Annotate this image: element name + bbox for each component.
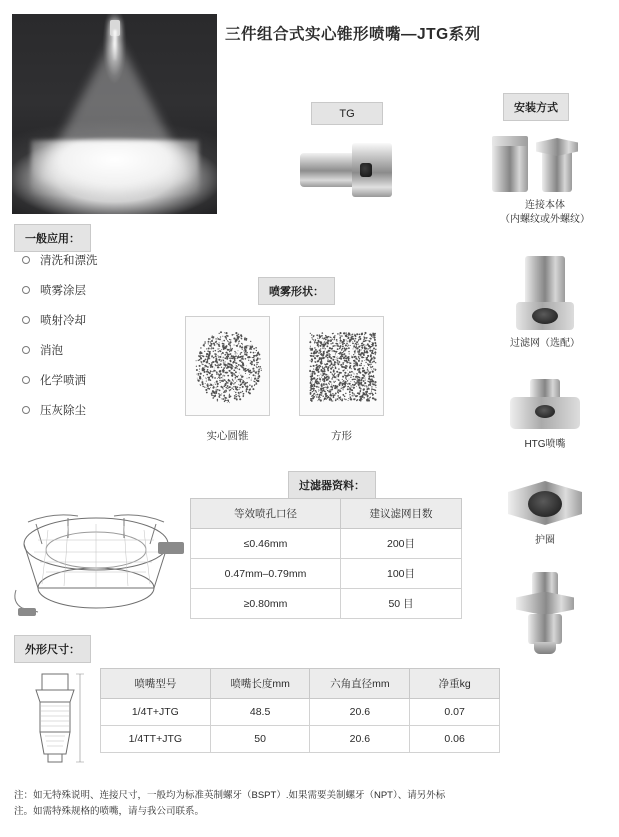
filter-header-orifice: 等效喷孔口径 [191, 499, 341, 529]
spray-shape-header: 喷雾形状： [258, 277, 335, 305]
filter-cell-orifice: ≤0.46mm [191, 529, 341, 559]
install-caption-nozzle: HTG喷嘴 [524, 438, 566, 450]
dim-cell-length: 50 [210, 726, 310, 753]
spray-shape-caption-square: 方形 [331, 430, 352, 442]
assembly-tip [534, 642, 556, 654]
dimensions-header: 外形尺寸： [14, 635, 91, 663]
install-part-filter [480, 256, 610, 351]
applications-list [22, 252, 172, 432]
spray-shape-box-square [299, 316, 384, 416]
install-caption-body-2: （内螺纹或外螺纹） [500, 213, 590, 225]
dim-cell-weight: 0.07 [410, 699, 500, 726]
filter-header-mesh: 建议滤网目数 [341, 499, 462, 529]
assembly-hex [516, 592, 574, 616]
table-header-row [191, 499, 462, 529]
nozzle-tip [352, 143, 392, 197]
dim-cell-model: 1/4TT+JTG [101, 726, 211, 753]
tg-label: TG [311, 102, 383, 125]
filter-cell-mesh: 100目 [341, 559, 462, 589]
photo-jet [113, 30, 116, 60]
dimension-svg [14, 668, 98, 768]
dimension-table [100, 668, 500, 753]
filter-data-header: 过滤器资料： [288, 471, 376, 499]
list-item: 喷射冷却 [22, 312, 172, 328]
list-item: 喷雾涂层 [22, 282, 172, 298]
dim-header-weight: 净重kg [410, 669, 500, 699]
square-pattern [300, 317, 384, 416]
table-row [191, 529, 462, 559]
dim-cell-model: 1/4T+JTG [101, 699, 211, 726]
table-row [101, 699, 500, 726]
page-title: 三件组合式实心锥形喷嘴—JTG系列 [225, 26, 481, 43]
spray-shape-caption-cone: 实心圆锥 [206, 430, 249, 442]
tg-nozzle-illustration [300, 143, 392, 197]
applications-header: 一般应用： [14, 224, 91, 252]
filter-data-table [190, 498, 462, 619]
ring-bore [528, 491, 562, 517]
dim-cell-hex: 20.6 [310, 726, 410, 753]
install-caption-filter: 过滤网（选配） [510, 338, 580, 349]
filter-cell-orifice: 0.47mm–0.79mm [191, 559, 341, 589]
list-item: 消泡 [22, 342, 172, 358]
assembly-thread [528, 614, 562, 644]
spray-photo [12, 14, 217, 214]
note-line-1: 注：如无特殊说明、连接尺寸，一般均为标准英制螺牙（BSPT）.如果需要美制螺牙（NPT）、请另外标 [14, 790, 446, 801]
notes-block [14, 788, 606, 820]
dimension-drawing [14, 668, 98, 768]
dim-header-length: 喷嘴长度mm [210, 669, 310, 699]
table-row [191, 589, 462, 619]
dim-cell-length: 48.5 [210, 699, 310, 726]
table-row [191, 559, 462, 589]
install-part-body [480, 134, 610, 226]
body-female-top [492, 136, 528, 146]
filter-basket-drawing [8, 492, 188, 622]
filter-cell-orifice: ≥0.80mm [191, 589, 341, 619]
install-part-assembly [480, 572, 610, 658]
note-line-2: 注。如需特殊规格的喷嘴，请与我公司联系。 [14, 806, 205, 818]
dim-cell-hex: 20.6 [310, 699, 410, 726]
dim-cell-weight: 0.06 [410, 726, 500, 753]
install-part-nozzle [480, 379, 610, 452]
install-caption-body-1: 连接本体 [525, 200, 565, 211]
nozzle-orifice [360, 163, 372, 177]
list-item: 清洗和漂洗 [22, 252, 172, 268]
table-row [101, 726, 500, 753]
list-item: 化学喷洒 [22, 372, 172, 388]
table-header-row [101, 669, 500, 699]
list-item: 压灰除尘 [22, 402, 172, 418]
spray-spread [31, 140, 199, 196]
filter-cell-mesh: 50 目 [341, 589, 462, 619]
body-female-thread [492, 140, 528, 192]
install-part-ring [480, 477, 610, 548]
basket-svg [8, 492, 188, 622]
filter-cell-mesh: 200目 [341, 529, 462, 559]
spray-shape-box-cone [185, 316, 270, 416]
filter-screen-body [525, 256, 565, 308]
cone-pattern [186, 317, 270, 416]
htg-nozzle-orifice [535, 405, 555, 418]
filter-screen-hole [532, 308, 558, 324]
dim-header-hex: 六角直径mm [310, 669, 410, 699]
dim-header-model: 喷嘴型号 [101, 669, 211, 699]
install-caption-ring: 护圈 [535, 535, 555, 546]
install-parts-column [480, 90, 610, 658]
install-header: 安装方式 [503, 93, 569, 121]
nozzle-barrel [300, 153, 358, 187]
